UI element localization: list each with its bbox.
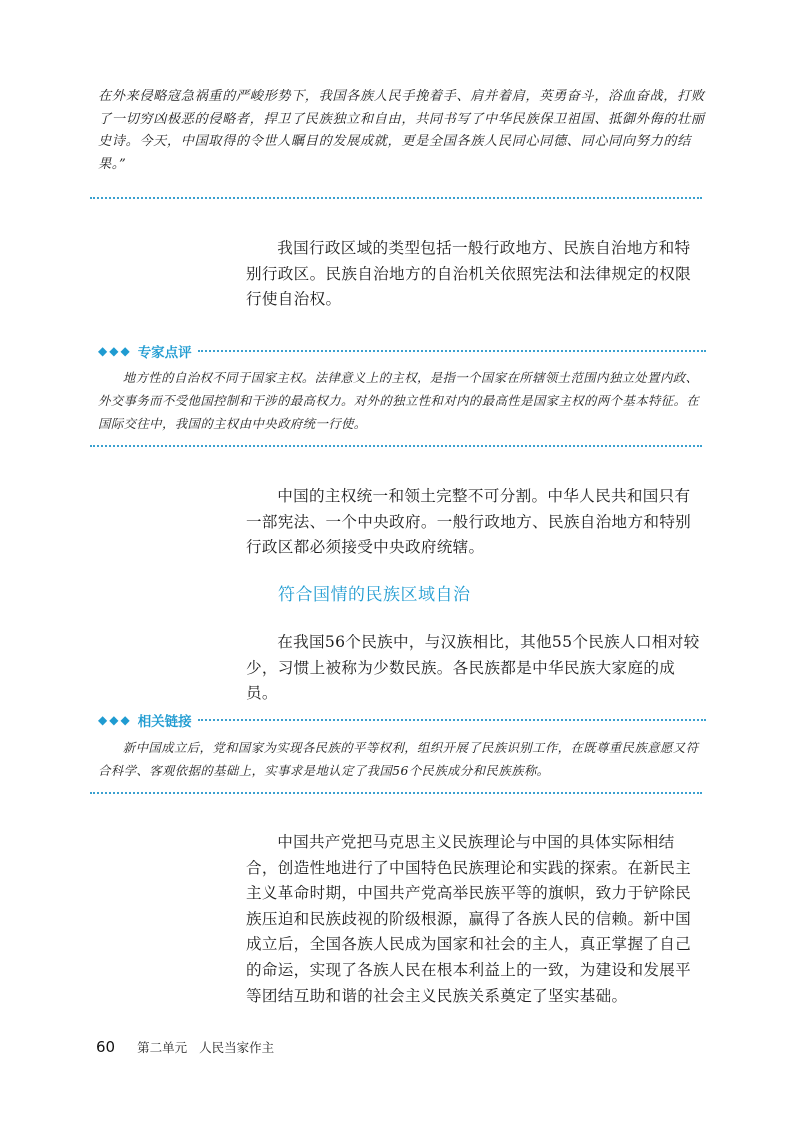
expert-box-title: 专家点评 xyxy=(137,345,192,361)
divider-link-bottom xyxy=(90,792,702,794)
link-box-title: 相关链接 xyxy=(137,714,192,730)
divider-expert-bottom xyxy=(90,445,702,447)
quote-text: 在外来侵略寇急祸重的严峻形势下，我国各族人民手挽着手、肩并着肩，英勇奋斗，浴血奋战，打败了一切穷凶极恶的侵略者，捍卫了民族独立和自由，共同书写了中华民族保卫祖国、抵御外侮的壮丽史诗。今天，中国取得的令世人瞩目的发展成就，更是全国各族人民同心同德、同心同向努力的结果。” xyxy=(98,89,705,172)
section-title: 符合国情的民族区域自治 xyxy=(278,585,471,605)
link-box-header-dots xyxy=(198,719,706,721)
link-box-text: 新中国成立后，党和国家为实现各民族的平等权利，组织开展了民族识别工作，在既尊重民族意愿又符合科学、客观依据的基础上，实事求是地认定了我国56个民族成分和民族族称。 xyxy=(98,740,699,778)
diamond-icons: ◆◆◆ xyxy=(98,713,132,727)
body-paragraph-1: 我国行政区域的类型包括一般行政地方、民族自治地方和特别行政区。民族自治地方的自治机关依照宪法和法律规定的权限行使自治权。 xyxy=(246,239,692,309)
body-paragraph-4: 中国共产党把马克思主义民族理论与中国的具体实际相结合，创造性地进行了中国特色民族理论和实践的探索。在新民主主义革命时期，中国共产党高举民族平等的旗帜，致力于铲除民族压迫和民族歧视的阶级根源，赢得了各族人民的信赖。新中国成立后，全国各族人民成为国家和社会的主人，真正掌握了自己的命运，实现了各族人民在根本利益上的一致，为建设和发展平等团结互助和谐的社会主义民族关系奠定了坚实基础。 xyxy=(246,833,692,1005)
page-number: 60 xyxy=(96,1038,116,1056)
expert-box-header-dots xyxy=(198,350,706,352)
link-box-header xyxy=(98,710,706,730)
body-paragraph-3: 在我国56个民族中，与汉族相比，其他55个民族人口相对较少，习惯上被称为少数民族。各民族都是中华民族大家庭的成员。 xyxy=(246,633,700,703)
footer-unit: 第二单元 xyxy=(137,1040,188,1055)
expert-box-text: 地方性的自治权不同于国家主权。法律意义上的主权，是指一个国家在所辖领土范围内独立处置内政、外交事务而不受他国控制和干涉的最高权力。对外的独立性和对内的最高性是国家主权的两个基本特征。在国际交往中，我国的主权由中央政府统一行使。 xyxy=(98,370,700,431)
expert-box-header xyxy=(98,341,706,361)
diamond-icons: ◆◆◆ xyxy=(98,344,132,358)
body-paragraph-2: 中国的主权统一和领土完整不可分割。中华人民共和国只有一部宪法、一个中央政府。一般行政地方、民族自治地方和特别行政区都必须接受中央政府统辖。 xyxy=(246,487,692,557)
page-footer xyxy=(96,1038,274,1056)
divider-top xyxy=(90,197,702,199)
footer-unit-title: 人民当家作主 xyxy=(199,1040,275,1055)
